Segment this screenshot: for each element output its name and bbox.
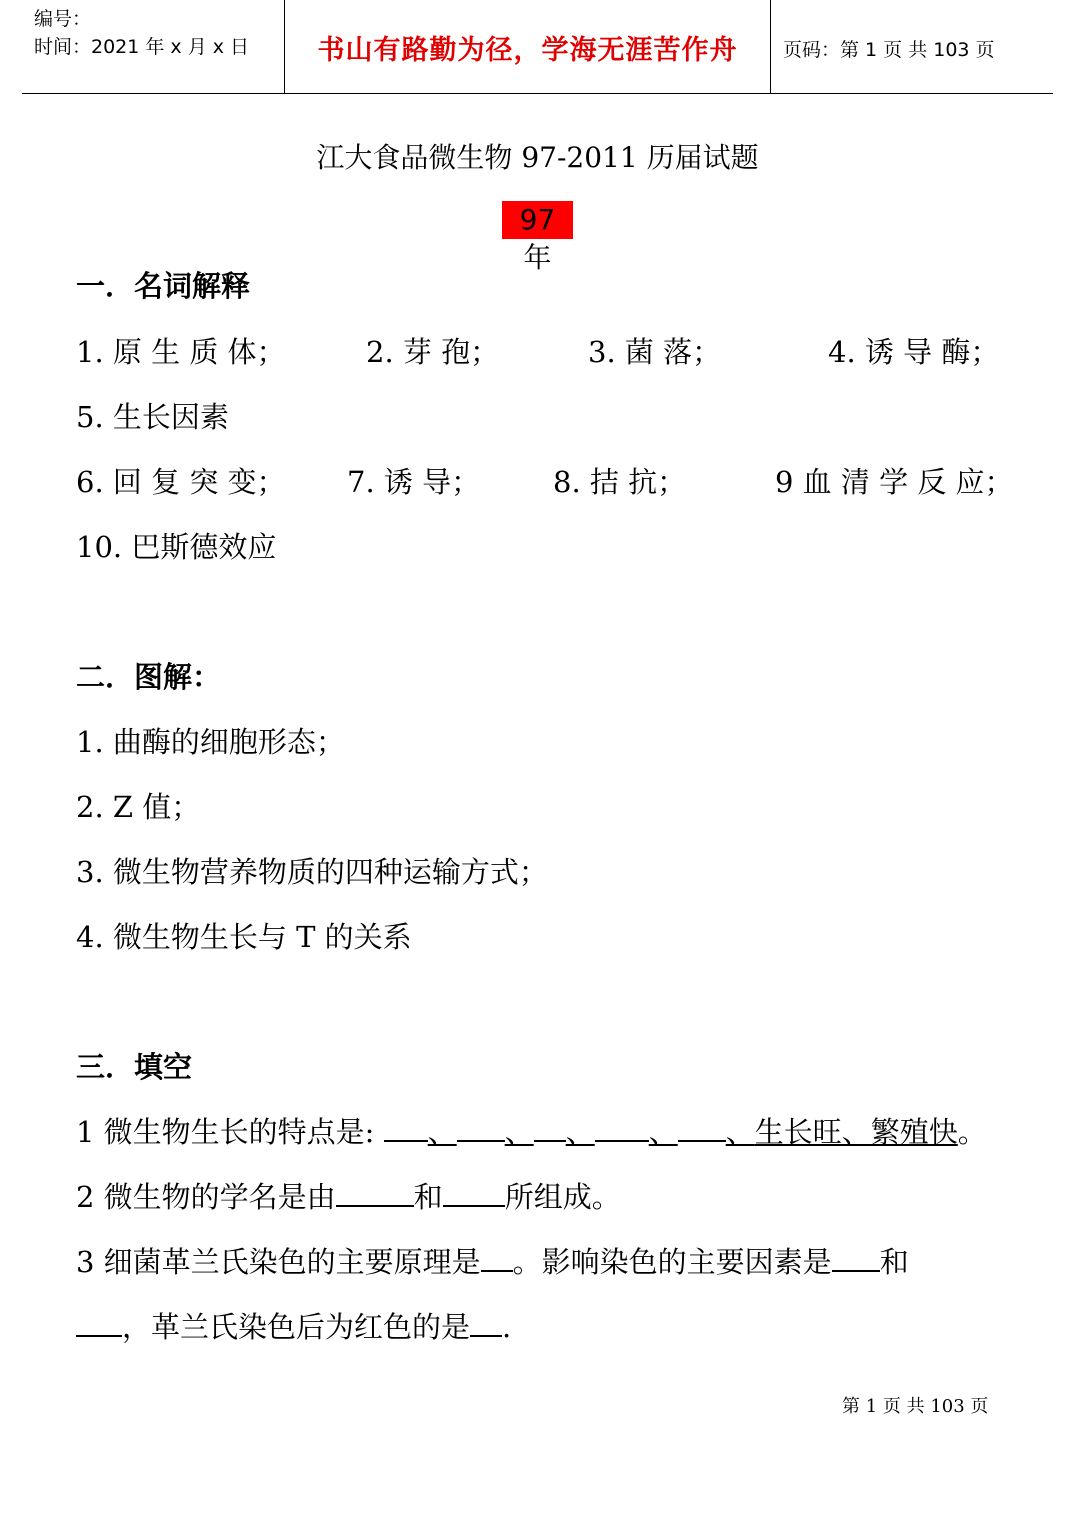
page-footer: 第 1 页 共 103 页 <box>842 1396 989 1417</box>
term-item: 2. 芽 孢； <box>366 335 500 369</box>
blank-line <box>384 1114 428 1142</box>
q1-prefix: 1 微生物生长的特点是: <box>76 1115 375 1149</box>
term-item: 3. 菌 落； <box>588 335 722 369</box>
document-title: 江大食品微生物 97-2011 历届试题 <box>316 141 759 174</box>
section-heading-1: 一．名词解释 <box>76 269 251 303</box>
blank-line <box>678 1114 726 1142</box>
term-item: 4. 诱 导 酶； <box>828 335 1000 369</box>
header-motto-cell <box>284 0 771 93</box>
year-badge: 97 年 <box>502 201 573 239</box>
number-label: 编号： <box>34 8 92 30</box>
term-item: 10. 巴斯德效应 <box>76 530 277 564</box>
motto: 书山有路勤为径，学海无涯苦作舟 <box>317 35 738 66</box>
page-number-label: 页码：第 1 页 共 103 页 <box>783 39 995 61</box>
time-label: 时间：2021 年 x 月 x 日 <box>34 36 250 58</box>
list-item: 3. 微生物营养物质的四种运输方式； <box>76 855 548 889</box>
term-item: 7. 诱 导； <box>347 465 481 499</box>
q1-sep: 、 <box>725 1115 755 1149</box>
blank-line <box>595 1114 649 1142</box>
page-header <box>22 0 1053 94</box>
term-item: 8. 拮 抗； <box>553 465 687 499</box>
q1-end: 。 <box>957 1115 987 1149</box>
fill-question-1 <box>76 1110 987 1151</box>
blank-line <box>336 1179 414 1207</box>
blank-line <box>832 1244 880 1272</box>
q1-sep: 、 <box>427 1115 457 1149</box>
fill-question-3 <box>76 1240 909 1281</box>
q2-text: 和 <box>413 1180 443 1214</box>
q1-sep: 、 <box>565 1115 595 1149</box>
q1-tail: 生长旺、繁殖快 <box>754 1115 958 1149</box>
blank-line <box>470 1309 502 1337</box>
q3-text: 和 <box>879 1245 909 1279</box>
q1-sep: 、 <box>648 1115 678 1149</box>
list-item: 4. 微生物生长与 T 的关系 <box>76 920 412 954</box>
q3-text: 。影响染色的主要因素是 <box>512 1245 832 1279</box>
blank-line <box>481 1244 513 1272</box>
blank-line <box>457 1114 505 1142</box>
q2-text: 所组成。 <box>504 1180 621 1214</box>
q3-text: ，革兰氏染色后为红色的是 <box>122 1310 471 1344</box>
fill-question-2 <box>76 1175 621 1216</box>
header-meta-cell <box>22 0 284 93</box>
term-item: 5. 生长因素 <box>76 400 229 434</box>
term-item: 9 血 清 学 反 应； <box>775 465 1014 499</box>
q3-text: . <box>502 1310 512 1344</box>
term-item: 1. 原 生 质 体； <box>76 335 286 369</box>
list-item: 2. Z 值； <box>76 790 201 824</box>
q3-text: 3 细菌革兰氏染色的主要原理是 <box>76 1245 481 1279</box>
blank-line <box>76 1309 122 1337</box>
q1-sep: 、 <box>504 1115 534 1149</box>
section-heading-2: 二．图解： <box>76 660 222 694</box>
fill-question-3-continued <box>76 1305 511 1346</box>
list-item: 1. 曲酶的细胞形态； <box>76 725 345 759</box>
q1-answer-blanks <box>384 1115 958 1149</box>
term-item: 6. 回 复 突 变； <box>76 465 286 499</box>
section-heading-3: 三．填空 <box>76 1050 193 1084</box>
header-page-cell <box>771 0 1053 93</box>
blank-line <box>443 1179 505 1207</box>
q2-text: 2 微生物的学名是由 <box>76 1180 336 1214</box>
blank-line <box>534 1114 566 1142</box>
